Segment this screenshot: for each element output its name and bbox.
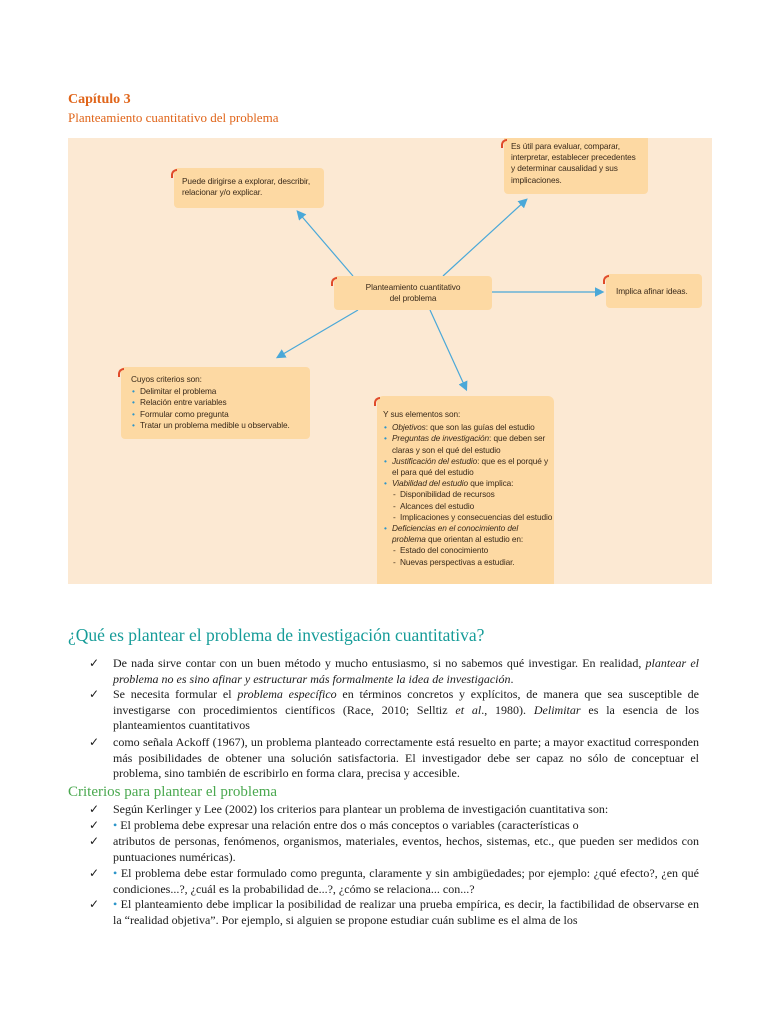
top-left-line-2: relacionar y/o explicar.	[182, 187, 263, 198]
check-icon: ✓	[89, 735, 100, 749]
check-icon: ✓	[89, 802, 100, 816]
paragraph: como señala Ackoff (1967), un problema planteado correctamente está resuelto en parte; a mayor exactitud corresponden más posibilidades de obtener una solución satisfactoria. El investigador debe ser capaz no sólo de conceptuar el problema, sino también de escribirlo en forma clara, precisa y accesible.	[113, 735, 699, 781]
top-left-box	[174, 168, 324, 208]
check-icon: ✓	[89, 834, 100, 848]
paragraph: • El planteamiento debe implicar la posibilidad de realizar una prueba empírica, es decir, la factibilidad de observarse en la “realidad objetiva”. Por ejemplo, si alguien se propone estudiar cuán sublime es el alma de los	[113, 897, 699, 927]
center-line-2: del problema	[389, 293, 437, 304]
paragraph: Se necesita formular el problema específico en términos concretos y explícitos, de manera que sea susceptible de investigarse con procedimientos científicos (Race, 2010; Selltiz et al., 1980). Delimitar es la esencia de los planteamientos cuantitativos	[113, 687, 700, 733]
list-item: • Deficiencias en el conocimiento del problema que orientan al estudio en:	[383, 523, 554, 545]
elements-list	[383, 422, 554, 568]
concept-map	[68, 138, 712, 584]
pin-icon	[603, 275, 609, 284]
right-box	[606, 274, 702, 308]
paragraph: atributos de personas, fenómenos, organismos, materiales, eventos, hechos, sistemas, etc., que pueden ser medidos con puntuaciones numéricas).	[113, 834, 699, 864]
list-item: • Formular como pregunta	[131, 409, 310, 420]
right-line-1: Implica afinar ideas.	[616, 286, 688, 296]
pin-icon	[171, 169, 177, 178]
bullet-icon: •	[113, 897, 118, 911]
criteria-title: Cuyos criterios son:	[131, 374, 202, 384]
check-icon: ✓	[89, 897, 100, 911]
check-icon: ✓	[89, 687, 100, 701]
arrow-to-criteria	[278, 310, 358, 357]
elements-box	[377, 396, 554, 584]
elements-title: Y sus elementos son:	[383, 409, 461, 419]
top-right-line-1: Es útil para evaluar, comparar,	[511, 141, 620, 151]
paragraph: • El problema debe expresar una relación entre dos o más conceptos o variables (características o	[113, 818, 579, 832]
top-right-line-3: y determinar causalidad y sus	[511, 163, 618, 174]
top-left-line-1: Puede dirigirse a explorar, describir,	[182, 176, 311, 186]
list-item: • Delimitar el problema	[131, 386, 310, 397]
chapter-subtitle: Planteamiento cuantitativo del problema	[68, 110, 279, 125]
arrow-to-elements	[430, 310, 466, 389]
criteria-box	[121, 367, 310, 439]
list-item: • Preguntas de investigación: que deben ser claras y son el qué del estudio	[383, 433, 554, 455]
list-item: - Disponibilidad de recursos	[383, 489, 554, 500]
section-heading: ¿Qué es plantear el problema de investigación cuantitativa?	[68, 625, 485, 645]
list-item: - Alcances del estudio	[383, 501, 554, 512]
pin-icon	[331, 277, 337, 286]
section-heading: Criterios para plantear el problema	[68, 784, 278, 800]
list-item: • Objetivos: que son las guías del estudio	[383, 422, 554, 433]
chapter-label: Capítulo 3	[68, 92, 131, 107]
pin-icon	[374, 397, 380, 406]
center-line-1: Planteamiento cuantitativo	[365, 282, 461, 292]
top-right-line-2: interpretar, establecer precedentes	[511, 152, 636, 163]
top-right-box	[504, 138, 648, 194]
bullet-icon: •	[113, 818, 118, 832]
list-item: • Justificación del estudio: que es el porqué y el para qué del estudio	[383, 456, 554, 478]
pin-icon	[501, 139, 507, 148]
paragraph: • El problema debe estar formulado como pregunta, claramente y sin ambigüedades; por ejemplo: ¿qué efecto?, ¿en qué condiciones...?, ¿cuál es la probabilidad de...?, ¿cómo se relaciona... con...?	[113, 866, 699, 896]
list-item: • Relación entre variables	[131, 397, 310, 408]
list-item: - Nuevas perspectivas a estudiar.	[383, 557, 554, 568]
bullet-icon: •	[113, 866, 118, 880]
pin-icon	[118, 368, 124, 377]
list-item: - Implicaciones y consecuencias del estudio	[383, 512, 554, 523]
criteria-list	[131, 386, 310, 431]
top-right-line-4: implicaciones.	[511, 174, 562, 185]
check-icon: ✓	[89, 656, 100, 670]
check-icon: ✓	[89, 818, 100, 832]
list-item: • Tratar un problema medible u observable.	[131, 420, 310, 431]
paragraph: De nada sirve contar con un buen método y mucho entusiasmo, si no sabemos qué investigar. En realidad, plantear el problema no es sino afinar y estructurar más formalmente la idea de investigación.	[113, 656, 700, 686]
arrow-to-top-left	[298, 212, 353, 276]
paragraph: Según Kerlinger y Lee (2002) los criterios para plantear un problema de investigación cuantitativa son:	[113, 802, 609, 816]
list-item: - Estado del conocimiento	[383, 545, 554, 556]
center-box	[334, 276, 492, 310]
list-item: • Viabilidad del estudio que implica:	[383, 478, 554, 489]
arrow-to-top-right	[443, 200, 526, 276]
check-icon: ✓	[89, 866, 100, 880]
